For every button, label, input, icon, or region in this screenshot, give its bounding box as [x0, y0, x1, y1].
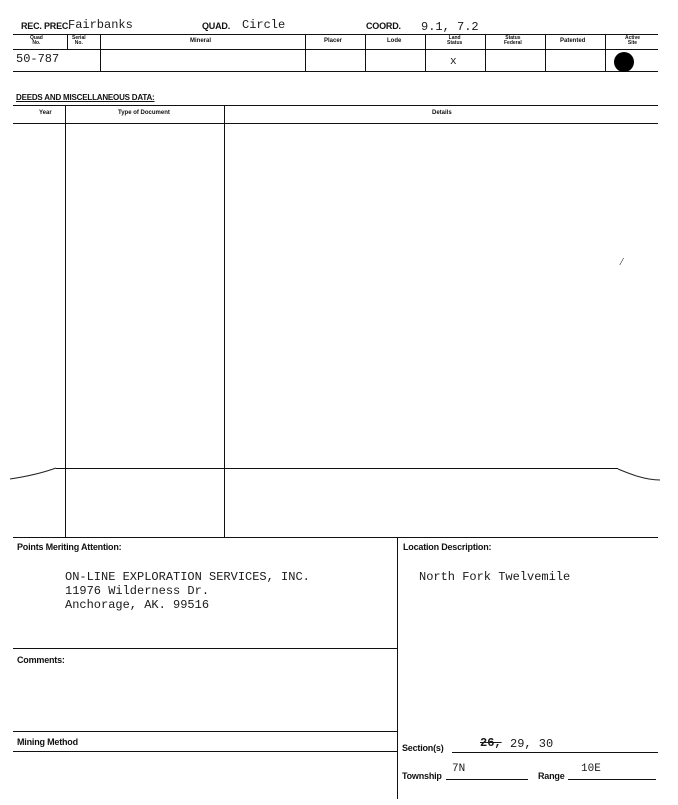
- rec-prec-value: Fairbanks: [68, 18, 133, 32]
- header-rule-mid: [13, 49, 658, 50]
- rec-prec-label: REC. PREC.: [21, 21, 71, 31]
- col-divider-land-status: [425, 34, 426, 71]
- col-quad-no: Quad No.: [30, 35, 43, 46]
- header-rule-bottom: [13, 71, 658, 72]
- mining-label: Mining Method: [17, 737, 78, 747]
- location-text: North Fork Twelvemile: [419, 570, 571, 584]
- range-line: [568, 779, 656, 780]
- col-divider-serial: [67, 34, 68, 49]
- col-patented: Patented: [560, 38, 586, 44]
- bottom-rule-top: [13, 537, 658, 538]
- col-divider-placer: [305, 34, 306, 71]
- col-land-status: Land Status: [447, 35, 463, 46]
- form-fold-curve-left: [10, 468, 56, 479]
- township-label: Township: [402, 771, 442, 781]
- bottom-center-divider: [397, 537, 398, 799]
- col-lode: Lode: [387, 38, 402, 44]
- col-divider-patented: [545, 34, 546, 71]
- range-value: 10E: [581, 763, 601, 775]
- deeds-section-title: DEEDS AND MISCELLANEOUS DATA:: [16, 93, 155, 102]
- col-serial-no: Serial No.: [72, 35, 86, 46]
- quad-no-value: 50-787: [16, 52, 60, 66]
- mining-rule-bottom: [13, 751, 397, 752]
- coord-value: 9.1, 7.2: [421, 20, 479, 34]
- location-label: Location Description:: [403, 542, 492, 552]
- points-text: ON-LINE EXPLORATION SERVICES, INC. 11976 Wilderness Dr. Anchorage, AK. 99516: [65, 570, 310, 612]
- deeds-col-type: Type of Document: [118, 110, 170, 116]
- col-divider-active-site: [605, 34, 606, 71]
- col-mineral: Mineral: [190, 38, 212, 44]
- mining-rule-top: [13, 731, 397, 732]
- sections-struck-value: 26,: [480, 736, 502, 750]
- quad-value: Circle: [242, 18, 286, 32]
- deeds-col-divider-1: [65, 105, 66, 537]
- sections-label: Section(s): [402, 743, 444, 753]
- deeds-col-year: Year: [39, 110, 52, 116]
- deeds-rule-top: [13, 105, 658, 106]
- deeds-col-divider-2: [224, 105, 225, 537]
- col-divider-lode: [365, 34, 366, 71]
- coord-label: COORD.: [366, 21, 401, 31]
- comments-rule: [13, 648, 397, 649]
- margin-mark: /: [620, 256, 624, 268]
- col-divider-mineral: [100, 34, 101, 71]
- range-label: Range: [538, 771, 565, 781]
- active-site-dot: [614, 52, 634, 72]
- deeds-fold-line: [56, 468, 618, 469]
- comments-label: Comments:: [17, 655, 65, 665]
- quad-label: QUAD.: [202, 21, 230, 31]
- deeds-rule-header: [13, 123, 658, 124]
- col-active-site: Active Site: [625, 35, 641, 46]
- township-line: [446, 779, 528, 780]
- township-value: 7N: [452, 763, 466, 775]
- col-status-federal: Status Federal: [504, 35, 522, 46]
- col-placer: Placer: [324, 38, 343, 44]
- form-fold-curve-right: [618, 469, 660, 480]
- header-rule-top: [13, 34, 658, 35]
- sections-line: [452, 752, 658, 753]
- points-label: Points Meriting Attention:: [17, 542, 122, 552]
- col-divider-status-federal: [485, 34, 486, 71]
- land-status-mark: x: [450, 56, 457, 68]
- deeds-col-details: Details: [432, 110, 452, 116]
- sections-value: 29, 30: [510, 737, 554, 751]
